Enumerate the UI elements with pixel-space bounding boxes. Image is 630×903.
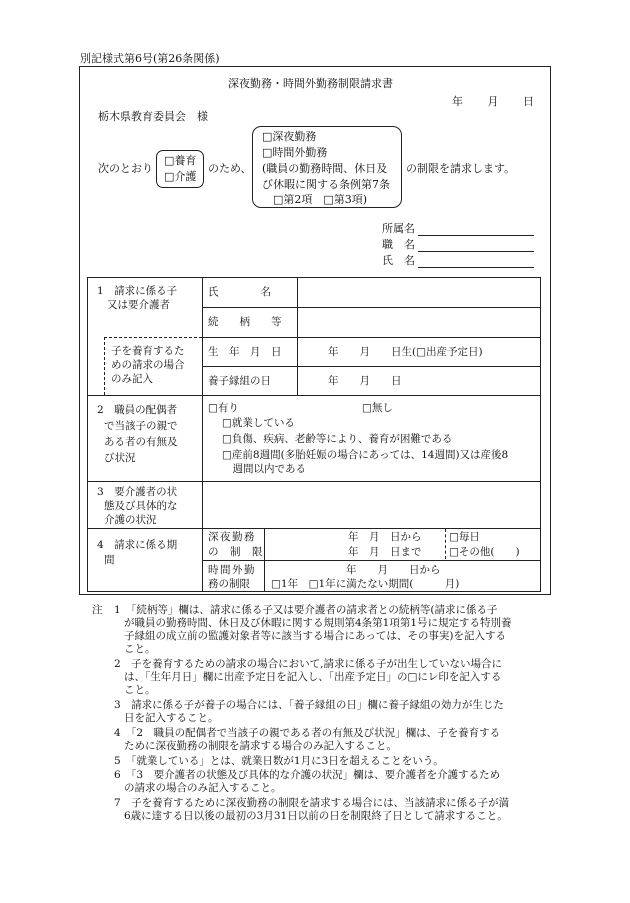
- s1-adopt-label: 養子縁組の日: [208, 375, 271, 387]
- s1-label-line1: 1 請求に係る子: [97, 285, 178, 297]
- notes-head: 注: [92, 604, 103, 616]
- s4-ot-from[interactable]: 年 月 日から: [346, 564, 441, 576]
- s4-night-label-text: 深夜勤務: [208, 531, 256, 543]
- note-7-line-2: 6歳に達する日以後の最初の3月31日以前の日を制限終了日として請求すること。: [124, 810, 508, 822]
- date-month-label: 月: [487, 95, 499, 108]
- ordinance-ref-1: (職員の勤務時間、休日及: [262, 162, 388, 175]
- s4-ot-label-2: 務の制限: [208, 578, 250, 590]
- s1-name-label: 氏 名: [208, 286, 271, 298]
- option-night-work[interactable]: □深夜勤務: [262, 130, 317, 143]
- affiliation-line[interactable]: [418, 235, 534, 236]
- s1-sub-label-2: めの請求の場合: [111, 359, 185, 371]
- s1-relation-label: 続 柄 等: [208, 316, 282, 328]
- note-1-line-1: 1 「続柄等」欄は、請求に係る子又は要介護者の請求者との続柄等(請求に係る子: [114, 604, 498, 616]
- s2-label-4: び状況: [104, 452, 136, 464]
- position-label: 職 名: [382, 238, 415, 251]
- ordinance-ref-2: び休暇に関する条例第7条: [262, 178, 390, 191]
- s1-sub-label-3: のみ記入: [111, 373, 153, 385]
- s1-name-value[interactable]: [298, 278, 540, 306]
- form-title: 深夜勤務・時間外勤務制限請求書: [228, 77, 393, 90]
- intro-middle: のため、: [208, 162, 252, 175]
- s4-night-to[interactable]: 年 月 日まで: [348, 546, 422, 558]
- s1-label-line2: 又は要介護者: [107, 299, 170, 311]
- affiliation-label: 所属名: [382, 222, 415, 235]
- row-line-7: [202, 560, 541, 561]
- option-paragraphs[interactable]: □第2項 □第3項): [262, 193, 368, 206]
- note-3-line-1: 3 請求に係る子が養子の場合には、「養子縁組の日」欄に養子縁組の効力が生じた: [114, 699, 504, 711]
- name-label: 氏 名: [382, 254, 415, 267]
- form-id: 別記様式第6号(第26条関係): [80, 52, 220, 65]
- note-3-line-2: 日を記入すること。: [124, 712, 219, 724]
- subsection-top-border: [104, 337, 202, 338]
- s1-sub-label-1: 子を養育するた: [111, 345, 185, 357]
- s2-employed-checkbox[interactable]: □就業している: [222, 417, 295, 429]
- s2-label-1: 2 職員の配偶者: [97, 404, 178, 416]
- date-day-label: 日: [523, 95, 534, 108]
- col-divider-1: [202, 277, 203, 592]
- s2-label-3: ある者の有無及: [104, 436, 178, 448]
- name-line[interactable]: [418, 267, 534, 268]
- note-4-line-2: ために深夜勤務の制限を請求する場合のみ記入すること。: [124, 740, 397, 752]
- row-line-6: [87, 528, 541, 529]
- note-6-line-1: 6 「3 要介護者の状態及び具体的な介護の状況」欄は、要介護者を介護するため: [114, 769, 501, 781]
- s4-night-daily-checkbox[interactable]: □毎日: [449, 531, 480, 543]
- s4-night-label-2: の 制 限: [208, 546, 263, 558]
- row-line-3: [202, 366, 541, 367]
- date-year-label: 年: [452, 95, 463, 108]
- s3-label-2: 態及び具体的な: [104, 500, 178, 512]
- s4-ot-options[interactable]: □1年 □1年に満たない期間( 月): [271, 578, 460, 590]
- option-nursing[interactable]: □養育: [164, 154, 197, 167]
- s3-label-1: 3 要介護者の状: [97, 486, 178, 498]
- intro-suffix: の制限を請求します。: [406, 162, 516, 175]
- s3-label-3: 介護の状況: [104, 514, 157, 526]
- date-field[interactable]: [452, 95, 534, 108]
- row-line-4: [87, 395, 541, 396]
- addressee: 栃木県教育委員会 様: [98, 110, 208, 123]
- s1-adopt-value[interactable]: 年 月 日: [328, 375, 402, 387]
- s3-value[interactable]: [203, 482, 540, 527]
- s1-birth-value[interactable]: 年 月 日生(□出産予定日): [328, 346, 483, 358]
- s2-maternity-continued: 週間以内である: [222, 463, 306, 475]
- s2-label-2: で当該子の親で: [104, 420, 178, 432]
- note-6-line-2: の請求の場合のみ記入すること。: [124, 782, 282, 794]
- position-line[interactable]: [418, 251, 534, 252]
- note-1-line-3: 子縁組の成立前の監護対象者等に該当する場合にあっては、その事実)を記入する: [124, 630, 506, 642]
- intro-prefix: 次のとおり: [98, 162, 153, 175]
- s1-relation-value[interactable]: [298, 308, 540, 336]
- s4-ot-label-1: 時間外勤: [208, 564, 256, 576]
- note-2-line-1: 2 子を養育するための請求の場合において,請求に係る子が出生していない場合に: [114, 658, 503, 670]
- s1-birth-label: 生 年 月 日: [208, 346, 282, 358]
- note-2-line-3: こと。: [124, 684, 156, 696]
- s4-night-from[interactable]: 年 月 日から: [348, 531, 422, 543]
- note-1-line-4: こと。: [124, 643, 156, 655]
- option-caregiving[interactable]: □介護: [164, 170, 197, 183]
- s4-night-other-checkbox[interactable]: □その他( ): [449, 546, 520, 558]
- s4-label-2: 間: [104, 554, 115, 566]
- s2-yes-checkbox[interactable]: □有り: [208, 402, 239, 414]
- s4-night-label-1: [208, 530, 260, 544]
- night-options-divider: [445, 529, 446, 559]
- note-1-line-2: が職員の勤務時間、休日及び休暇に関する規則第4条第1項第1号に規定する特別養: [124, 617, 512, 629]
- option-overtime[interactable]: □時間外勤務: [262, 146, 328, 159]
- note-5-line-1: 5 「就業している」とは、就業日数が1月に3日を超えることをいう。: [114, 755, 444, 767]
- subsection-left-border: [104, 337, 105, 395]
- note-4-line-1: 4 「2 職員の配偶者で当該子の親である者の有無及び状況」欄は、子を養育する: [114, 727, 501, 739]
- s2-maternity-checkbox[interactable]: □産前8週間(多胎妊娠の場合にあっては、14週間)又は産後8: [222, 449, 509, 461]
- note-2-line-2: は、「生年月日」欄に出産予定日を記入し、「出産予定日」の□にレ印を記入する: [124, 671, 502, 683]
- s2-no-checkbox[interactable]: □無し: [362, 402, 393, 414]
- row-line-2: [202, 337, 541, 338]
- s4-label-1: 4 請求に係る期: [97, 539, 178, 551]
- s2-difficult-checkbox[interactable]: □負傷、疾病、老齢等により、養育が困難である: [222, 433, 453, 445]
- note-7-line-1: 7 子を養育するために深夜勤務の制限を請求する場合には、当該請求に係る子が満: [114, 797, 510, 809]
